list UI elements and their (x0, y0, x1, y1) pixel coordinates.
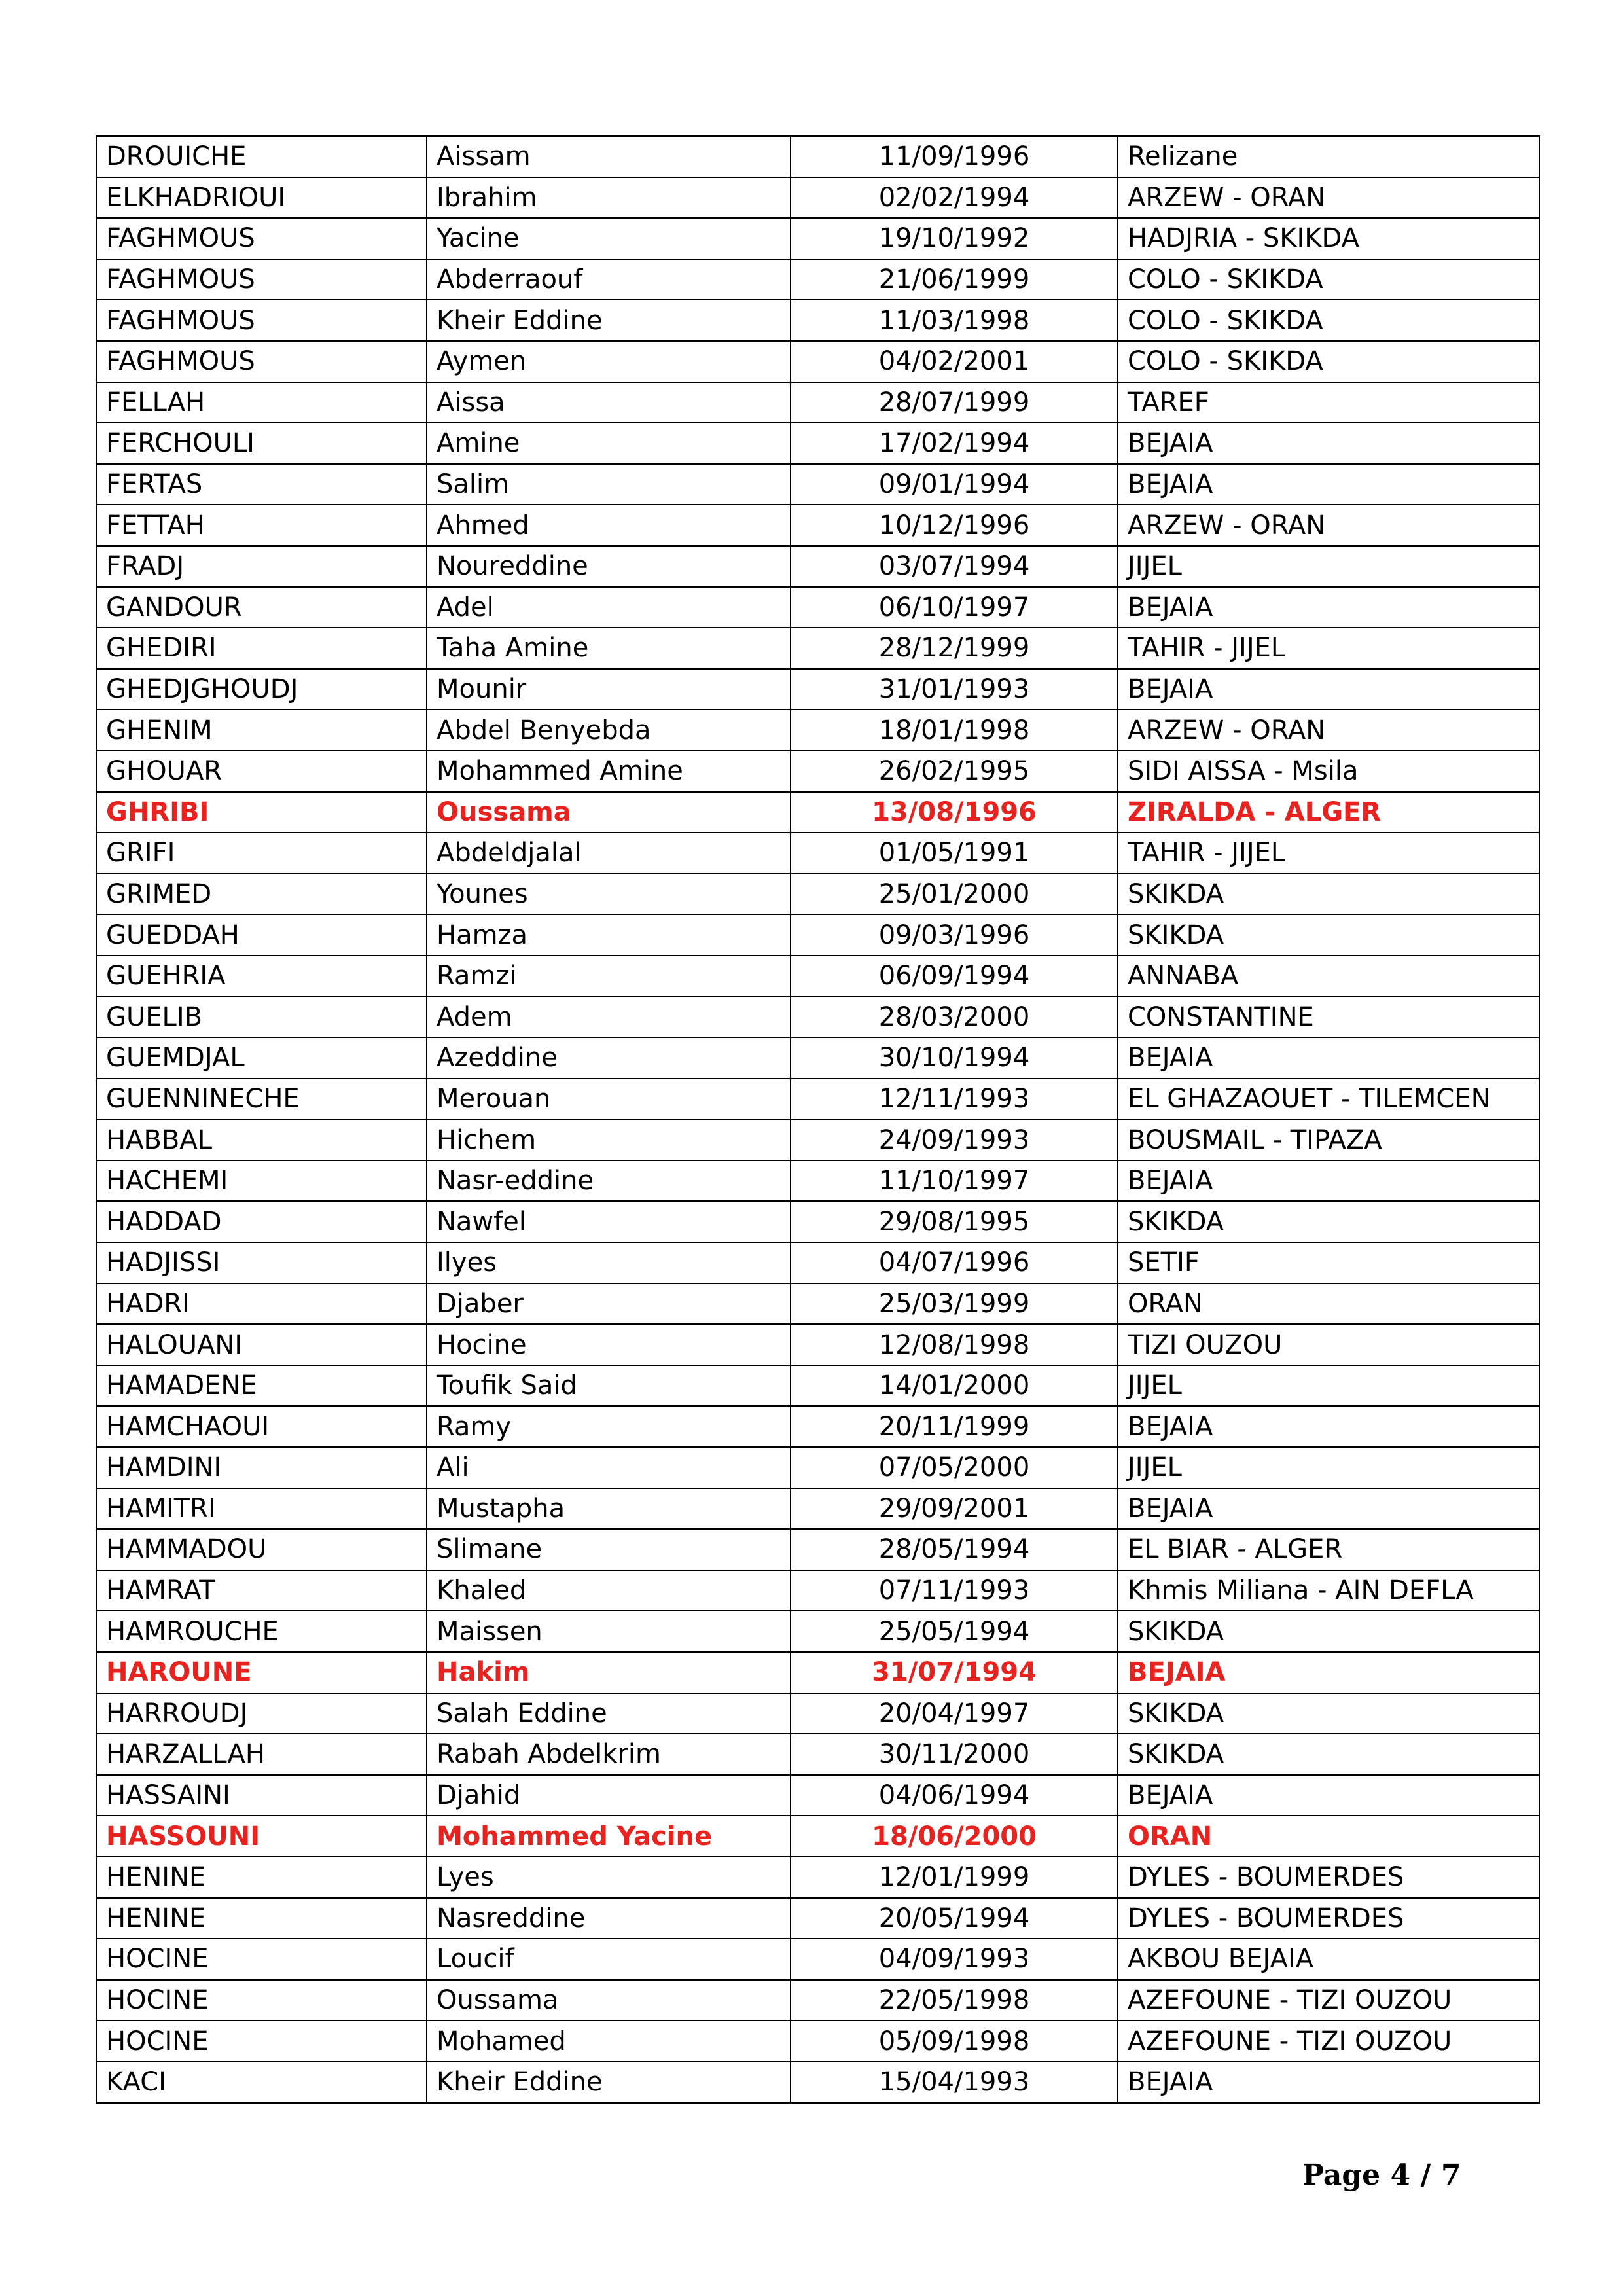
cell-birth-place: JIJEL (1118, 546, 1539, 587)
cell-birth-date: 02/02/1994 (791, 177, 1118, 219)
cell-birth-place: TAREF (1118, 382, 1539, 423)
table-row (96, 2062, 1539, 2103)
cell-birth-date: 28/07/1999 (791, 382, 1118, 423)
cell-birth-date: 07/05/2000 (791, 1447, 1118, 1488)
cell-last-name: FERTAS (96, 464, 427, 505)
cell-first-name: Ilyes (427, 1242, 791, 1283)
table-row (96, 1079, 1539, 1120)
cell-birth-place: JIJEL (1118, 1447, 1539, 1488)
cell-last-name: GUENNINECHE (96, 1079, 427, 1120)
cell-last-name: HALOUANI (96, 1324, 427, 1365)
cell-birth-place: Relizane (1118, 136, 1539, 177)
table-row (96, 914, 1539, 956)
cell-birth-date: 20/04/1997 (791, 1693, 1118, 1734)
cell-first-name: Adel (427, 587, 791, 628)
cell-last-name: FETTAH (96, 505, 427, 546)
cell-first-name: Ramy (427, 1406, 791, 1447)
cell-birth-date: 31/01/1993 (791, 669, 1118, 710)
table-row (96, 833, 1539, 874)
cell-birth-place: COLO - SKIKDA (1118, 259, 1539, 300)
cell-birth-place: COLO - SKIKDA (1118, 341, 1539, 382)
cell-first-name: Nawfel (427, 1201, 791, 1242)
cell-birth-date: 26/02/1995 (791, 751, 1118, 792)
cell-first-name: Hocine (427, 1324, 791, 1365)
cell-birth-place: TAHIR - JIJEL (1118, 628, 1539, 669)
cell-first-name: Oussama (427, 1980, 791, 2021)
cell-last-name: HAMCHAOUI (96, 1406, 427, 1447)
cell-last-name: HADJISSI (96, 1242, 427, 1283)
table-row (96, 1980, 1539, 2021)
cell-birth-date: 01/05/1991 (791, 833, 1118, 874)
cell-birth-place: AKBOU BEJAIA (1118, 1939, 1539, 1980)
cell-last-name: HAMADENE (96, 1365, 427, 1407)
cell-birth-date: 25/01/2000 (791, 874, 1118, 915)
cell-birth-date: 25/03/1999 (791, 1283, 1118, 1325)
cell-first-name: Slimane (427, 1529, 791, 1570)
cell-birth-date: 30/10/1994 (791, 1037, 1118, 1079)
cell-last-name: HOCINE (96, 1980, 427, 2021)
cell-birth-date: 06/09/1994 (791, 956, 1118, 997)
cell-birth-place: BEJAIA (1118, 2062, 1539, 2103)
cell-first-name: Nasreddine (427, 1898, 791, 1939)
table-row (96, 1037, 1539, 1079)
table-row (96, 1734, 1539, 1775)
cell-birth-date: 12/08/1998 (791, 1324, 1118, 1365)
cell-birth-date: 04/06/1994 (791, 1775, 1118, 1816)
cell-first-name: Ibrahim (427, 177, 791, 219)
cell-last-name: HENINE (96, 1898, 427, 1939)
cell-birth-place: JIJEL (1118, 1365, 1539, 1407)
cell-first-name: Aissam (427, 136, 791, 177)
cell-first-name: Mohammed Yacine (427, 1816, 791, 1857)
cell-last-name: HABBAL (96, 1119, 427, 1160)
cell-last-name: HASSAINI (96, 1775, 427, 1816)
cell-first-name: Abdeldjalal (427, 833, 791, 874)
cell-first-name: Yacine (427, 218, 791, 259)
cell-birth-date: 11/03/1998 (791, 300, 1118, 341)
cell-first-name: Mounir (427, 669, 791, 710)
cell-birth-date: 29/08/1995 (791, 1201, 1118, 1242)
cell-birth-place: ARZEW - ORAN (1118, 709, 1539, 751)
cell-birth-date: 28/05/1994 (791, 1529, 1118, 1570)
table-row (96, 1570, 1539, 1611)
cell-birth-place: BEJAIA (1118, 1652, 1539, 1693)
cell-last-name: FERCHOULI (96, 423, 427, 464)
cell-first-name: Rabah Abdelkrim (427, 1734, 791, 1775)
cell-birth-date: 07/11/1993 (791, 1570, 1118, 1611)
table-row (96, 1242, 1539, 1283)
cell-last-name: GHRIBI (96, 792, 427, 833)
page-number: Page 4 / 7 (1302, 2159, 1461, 2192)
cell-last-name: FAGHMOUS (96, 218, 427, 259)
cell-birth-place: DYLES - BOUMERDES (1118, 1898, 1539, 1939)
cell-first-name: Khaled (427, 1570, 791, 1611)
cell-birth-date: 22/05/1998 (791, 1980, 1118, 2021)
table-row (96, 1857, 1539, 1898)
cell-first-name: Hakim (427, 1652, 791, 1693)
table-row (96, 1529, 1539, 1570)
cell-birth-place: BEJAIA (1118, 1160, 1539, 1202)
cell-last-name: GANDOUR (96, 587, 427, 628)
cell-last-name: GUELIB (96, 996, 427, 1037)
cell-last-name: HOCINE (96, 2020, 427, 2062)
roster-table (96, 135, 1540, 2104)
cell-birth-place: EL BIAR - ALGER (1118, 1529, 1539, 1570)
table-row (96, 1939, 1539, 1980)
cell-birth-date: 09/03/1996 (791, 914, 1118, 956)
cell-birth-place: BEJAIA (1118, 669, 1539, 710)
cell-birth-date: 20/11/1999 (791, 1406, 1118, 1447)
cell-birth-place: SKIKDA (1118, 1201, 1539, 1242)
cell-first-name: Ramzi (427, 956, 791, 997)
table-row (96, 956, 1539, 997)
cell-birth-place: SIDI AISSA - Msila (1118, 751, 1539, 792)
cell-birth-place: ARZEW - ORAN (1118, 177, 1539, 219)
cell-birth-date: 19/10/1992 (791, 218, 1118, 259)
cell-birth-date: 13/08/1996 (791, 792, 1118, 833)
cell-first-name: Hamza (427, 914, 791, 956)
cell-birth-place: BEJAIA (1118, 1775, 1539, 1816)
cell-last-name: HAMDINI (96, 1447, 427, 1488)
cell-last-name: GRIMED (96, 874, 427, 915)
cell-birth-place: BEJAIA (1118, 1406, 1539, 1447)
cell-birth-place: BOUSMAIL - TIPAZA (1118, 1119, 1539, 1160)
cell-birth-place: ANNABA (1118, 956, 1539, 997)
cell-first-name: Noureddine (427, 546, 791, 587)
cell-birth-place: BEJAIA (1118, 464, 1539, 505)
cell-first-name: Ali (427, 1447, 791, 1488)
cell-birth-date: 03/07/1994 (791, 546, 1118, 587)
cell-last-name: HOCINE (96, 1939, 427, 1980)
table-row (96, 1406, 1539, 1447)
cell-birth-place: SKIKDA (1118, 874, 1539, 915)
cell-birth-date: 18/06/2000 (791, 1816, 1118, 1857)
cell-birth-place: SKIKDA (1118, 914, 1539, 956)
table-row (96, 1898, 1539, 1939)
cell-birth-date: 17/02/1994 (791, 423, 1118, 464)
cell-last-name: GHEDJGHOUDJ (96, 669, 427, 710)
cell-first-name: Djaber (427, 1283, 791, 1325)
table-row (96, 300, 1539, 341)
cell-first-name: Mustapha (427, 1488, 791, 1530)
cell-birth-place: AZEFOUNE - TIZI OUZOU (1118, 1980, 1539, 2021)
table-row (96, 423, 1539, 464)
table-row (96, 1160, 1539, 1202)
cell-last-name: GUEMDJAL (96, 1037, 427, 1079)
cell-first-name: Hichem (427, 1119, 791, 1160)
cell-last-name: GUEDDAH (96, 914, 427, 956)
cell-birth-date: 11/09/1996 (791, 136, 1118, 177)
cell-first-name: Ahmed (427, 505, 791, 546)
cell-last-name: GUEHRIA (96, 956, 427, 997)
cell-last-name: HAMRAT (96, 1570, 427, 1611)
roster-body (96, 136, 1539, 2103)
table-row (96, 177, 1539, 219)
cell-first-name: Oussama (427, 792, 791, 833)
table-row-highlighted (96, 792, 1539, 833)
cell-first-name: Nasr-eddine (427, 1160, 791, 1202)
table-row (96, 1365, 1539, 1407)
cell-birth-place: SETIF (1118, 1242, 1539, 1283)
cell-birth-place: SKIKDA (1118, 1693, 1539, 1734)
cell-birth-date: 11/10/1997 (791, 1160, 1118, 1202)
cell-first-name: Maissen (427, 1611, 791, 1652)
cell-last-name: HENINE (96, 1857, 427, 1898)
table-row (96, 464, 1539, 505)
cell-last-name: HADRI (96, 1283, 427, 1325)
cell-birth-place: EL GHAZAOUET - TILEMCEN (1118, 1079, 1539, 1120)
table-row (96, 709, 1539, 751)
table-row (96, 996, 1539, 1037)
cell-birth-date: 18/01/1998 (791, 709, 1118, 751)
cell-birth-place: BEJAIA (1118, 587, 1539, 628)
cell-first-name: Lyes (427, 1857, 791, 1898)
cell-first-name: Djahid (427, 1775, 791, 1816)
cell-birth-date: 28/03/2000 (791, 996, 1118, 1037)
cell-last-name: FELLAH (96, 382, 427, 423)
cell-birth-date: 10/12/1996 (791, 505, 1118, 546)
table-row (96, 259, 1539, 300)
table-row-highlighted (96, 1816, 1539, 1857)
cell-birth-place: ZIRALDA - ALGER (1118, 792, 1539, 833)
cell-first-name: Younes (427, 874, 791, 915)
cell-birth-date: 24/09/1993 (791, 1119, 1118, 1160)
table-row (96, 1119, 1539, 1160)
cell-birth-place: SKIKDA (1118, 1734, 1539, 1775)
cell-birth-place: BEJAIA (1118, 1037, 1539, 1079)
cell-last-name: GRIFI (96, 833, 427, 874)
table-row (96, 669, 1539, 710)
cell-birth-date: 09/01/1994 (791, 464, 1118, 505)
cell-last-name: FAGHMOUS (96, 341, 427, 382)
cell-birth-place: BEJAIA (1118, 1488, 1539, 1530)
cell-first-name: Mohammed Amine (427, 751, 791, 792)
cell-birth-place: CONSTANTINE (1118, 996, 1539, 1037)
cell-birth-place: SKIKDA (1118, 1611, 1539, 1652)
cell-birth-date: 15/04/1993 (791, 2062, 1118, 2103)
cell-first-name: Taha Amine (427, 628, 791, 669)
cell-first-name: Salim (427, 464, 791, 505)
table-row (96, 1447, 1539, 1488)
cell-birth-date: 25/05/1994 (791, 1611, 1118, 1652)
cell-birth-place: BEJAIA (1118, 423, 1539, 464)
cell-birth-date: 28/12/1999 (791, 628, 1118, 669)
table-row (96, 2020, 1539, 2062)
table-row (96, 1201, 1539, 1242)
table-row (96, 1611, 1539, 1652)
cell-last-name: GHEDIRI (96, 628, 427, 669)
cell-last-name: HAMROUCHE (96, 1611, 427, 1652)
cell-first-name: Loucif (427, 1939, 791, 1980)
cell-birth-date: 12/11/1993 (791, 1079, 1118, 1120)
table-row (96, 587, 1539, 628)
cell-first-name: Adem (427, 996, 791, 1037)
cell-first-name: Salah Eddine (427, 1693, 791, 1734)
table-row (96, 136, 1539, 177)
cell-first-name: Kheir Eddine (427, 300, 791, 341)
cell-last-name: HAMITRI (96, 1488, 427, 1530)
cell-last-name: ELKHADRIOUI (96, 177, 427, 219)
cell-birth-place: TAHIR - JIJEL (1118, 833, 1539, 874)
cell-last-name: FAGHMOUS (96, 300, 427, 341)
cell-birth-date: 06/10/1997 (791, 587, 1118, 628)
cell-first-name: Mohamed (427, 2020, 791, 2062)
cell-birth-place: TIZI OUZOU (1118, 1324, 1539, 1365)
cell-last-name: HARROUDJ (96, 1693, 427, 1734)
cell-last-name: HADDAD (96, 1201, 427, 1242)
cell-birth-date: 21/06/1999 (791, 259, 1118, 300)
cell-last-name: FAGHMOUS (96, 259, 427, 300)
cell-birth-date: 14/01/2000 (791, 1365, 1118, 1407)
cell-birth-place: HADJRIA - SKIKDA (1118, 218, 1539, 259)
table-row (96, 1693, 1539, 1734)
table-row (96, 1488, 1539, 1530)
table-row (96, 341, 1539, 382)
cell-last-name: HACHEMI (96, 1160, 427, 1202)
table-row (96, 1283, 1539, 1325)
cell-last-name: FRADJ (96, 546, 427, 587)
table-row (96, 218, 1539, 259)
cell-birth-place: ORAN (1118, 1816, 1539, 1857)
cell-first-name: Azeddine (427, 1037, 791, 1079)
cell-first-name: Abderraouf (427, 259, 791, 300)
cell-birth-date: 04/02/2001 (791, 341, 1118, 382)
table-row (96, 874, 1539, 915)
cell-last-name: HAMMADOU (96, 1529, 427, 1570)
cell-birth-date: 20/05/1994 (791, 1898, 1118, 1939)
table-row (96, 1775, 1539, 1816)
table-row (96, 505, 1539, 546)
cell-first-name: Aymen (427, 341, 791, 382)
table-row-highlighted (96, 1652, 1539, 1693)
table-row (96, 751, 1539, 792)
table-row (96, 382, 1539, 423)
cell-first-name: Aissa (427, 382, 791, 423)
cell-birth-date: 12/01/1999 (791, 1857, 1118, 1898)
cell-birth-date: 29/09/2001 (791, 1488, 1118, 1530)
cell-birth-place: AZEFOUNE - TIZI OUZOU (1118, 2020, 1539, 2062)
cell-last-name: HAROUNE (96, 1652, 427, 1693)
cell-last-name: GHOUAR (96, 751, 427, 792)
cell-last-name: GHENIM (96, 709, 427, 751)
cell-first-name: Kheir Eddine (427, 2062, 791, 2103)
table-row (96, 546, 1539, 587)
cell-birth-place: DYLES - BOUMERDES (1118, 1857, 1539, 1898)
cell-last-name: HARZALLAH (96, 1734, 427, 1775)
cell-first-name: Abdel Benyebda (427, 709, 791, 751)
cell-birth-place: ORAN (1118, 1283, 1539, 1325)
cell-first-name: Merouan (427, 1079, 791, 1120)
table-row (96, 628, 1539, 669)
cell-first-name: Amine (427, 423, 791, 464)
cell-birth-date: 05/09/1998 (791, 2020, 1118, 2062)
table-row (96, 1324, 1539, 1365)
cell-birth-date: 30/11/2000 (791, 1734, 1118, 1775)
cell-last-name: KACI (96, 2062, 427, 2103)
cell-first-name: Toufik Said (427, 1365, 791, 1407)
cell-birth-place: ARZEW - ORAN (1118, 505, 1539, 546)
cell-last-name: DROUICHE (96, 136, 427, 177)
cell-birth-date: 04/07/1996 (791, 1242, 1118, 1283)
cell-last-name: HASSOUNI (96, 1816, 427, 1857)
cell-birth-date: 31/07/1994 (791, 1652, 1118, 1693)
cell-birth-place: COLO - SKIKDA (1118, 300, 1539, 341)
cell-birth-place: Khmis Miliana - AIN DEFLA (1118, 1570, 1539, 1611)
cell-birth-date: 04/09/1993 (791, 1939, 1118, 1980)
